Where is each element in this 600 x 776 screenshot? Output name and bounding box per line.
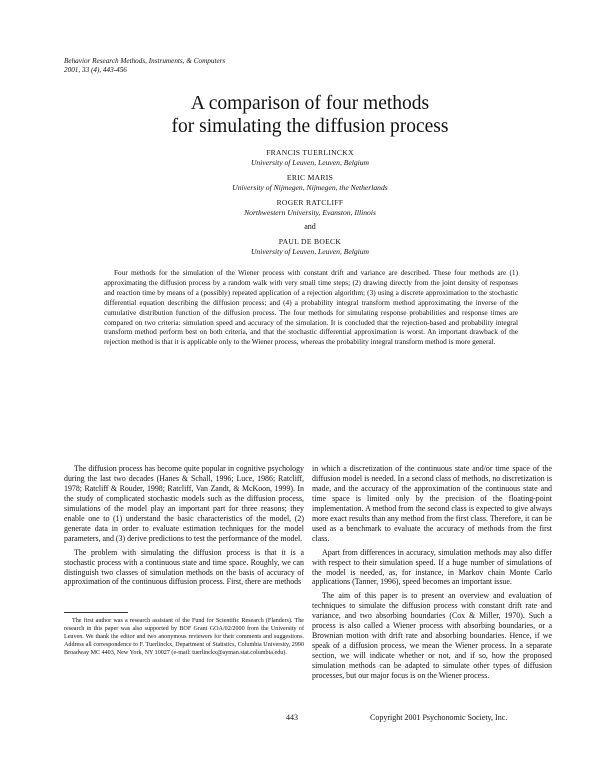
copyright-notice: Copyright 2001 Psychonomic Society, Inc. (370, 713, 508, 722)
author-block (64, 148, 556, 262)
page-number: 443 (286, 713, 298, 722)
author-affiliation: Northwestern University, Evanston, Illinois (244, 207, 376, 217)
body-column-right (312, 464, 552, 685)
article-title-line-2: for simulating the diffusion process (171, 116, 449, 137)
body-paragraph-continuation: in which a discretization of the continuous state and/or time space of the diffusion model is needed. In a second class of methods, no discretization is made, and the accuracy of the approximation of the continuous state and time space is limited only by the precision of the floating-point implementation. A method from the second class is expected to give always more exact results than any method from the first class. Therefore, it can be used as a benchmark to evaluate the accuracy of methods from the first class. (312, 464, 552, 543)
article-title-line-1: A comparison of four methods (190, 93, 430, 114)
article-title (64, 92, 556, 138)
journal-citation: 2001, 33 (4), 443-456 (64, 66, 127, 74)
author-name: PAUL DE BOECK (278, 237, 342, 246)
body-column-left (64, 464, 304, 591)
footnote: The first author was a research assistant of the Fund for Scientific Research (Flanders). The research in this paper was also supported by BOF Grant GOA/02/2000 from the University of Leuven. We thank the editor and two anonymous reviewers for their comments and suggestions. Address all correspondence to F. Tuerlinckx, Department of Statistics, Columbia University, 2990 Broadway MC 4403, New York, NY 10027 (e-mail: tuerlinckx@ayman.stat.columbia.edu). (64, 618, 304, 657)
journal-header (64, 57, 225, 75)
footnote-divider (64, 612, 128, 613)
author-name: FRANCIS TUERLINCKX (266, 148, 354, 157)
author-entry (64, 198, 556, 217)
body-paragraph: The aim of this paper is to present an overview and evaluation of techniques to simulate the diffusion process with constant drift rate and variance, and two absorbing boundaries (Cox & Miller, 1970). Such a process is also called a Wiener process with absorbing boundaries, or a Brownian motion with drift rate and absorbing boundaries. Hence, if we speak of a diffusion process, we mean the Wiener process. In a separate section, we will indicate whether or not, and if so, how the proposed simulation methods can be adapted to simulate other types of diffusion processes, but our major focus is on the Wiener process. (312, 591, 552, 681)
body-paragraph: The diffusion process has become quite popular in cognitive psychology during the last two decades (Hanes & Schall, 1996; Luce, 1986; Ratcliff, 1978; Ratcliff & Rouder, 1998; Ratcliff, Van Zandt, & McKoon, 1999). In the study of complicated stochastic models such as the diffusion process, simulations of the model play an important part for three reasons; they enable one to (1) understand the basic characteristics of the model, (2) generate data in order to evaluate estimation techniques for the model parameters, and (3) derive predictions to test the performance of the model. (64, 464, 304, 543)
author-entry (64, 148, 556, 167)
author-entry (64, 173, 556, 192)
author-affiliation: University of Nijmegen, Nijmegen, the Netherlands (232, 182, 388, 192)
body-paragraph: The problem with simulating the diffusion process is that it is a stochastic process with a continuous state and time space. Roughly, we can distinguish two classes of simulation methods on the basis of accuracy of approximation of the continuous diffusion process. First, there are methods (64, 547, 304, 587)
author-affiliation: University of Leuven, Leuven, Belgium (250, 157, 370, 167)
and-separator: and (304, 222, 316, 231)
author-entry (64, 237, 556, 256)
author-affiliation: University of Leuven, Leuven, Belgium (250, 246, 370, 256)
body-paragraph: Apart from differences in accuracy, simulation methods may also differ with respect to their simulation speed. If a huge number of simulations of the model is needed, as, for instance, in Markov chain Monte Carlo applications (Tanner, 1996), speed becomes an important issue. (312, 547, 552, 587)
author-name: ROGER RATCLIFF (276, 198, 344, 207)
author-name: ERIC MARIS (286, 173, 334, 182)
abstract: Four methods for the simulation of the Wiener process with constant drift and variance are described. These four methods are (1) approximating the diffusion process by a random walk with very small time steps; (2) drawing directly from the joint density of responses and reaction time by means of a (possibly) repeated application of a rejection algorithm; (3) using a discrete approximation to the stochastic differential equation describing the diffusion process; and (4) a probability integral transform method approximating the inverse of the cumulative distribution function of the diffusion process. The four methods for simulating response probabilities and response times are compared on two criteria: simulation speed and accuracy of the simulation. It is concluded that the rejection-based and probability integral transform method perform best on both criteria, and that the stochastic differential approximation is worst. An important drawback of the rejection method is that it is applicable only to the Wiener process, whereas the probability integral transform method is more general. (104, 268, 518, 347)
journal-name: Behavior Research Methods, Instruments, & Computers (64, 57, 226, 65)
